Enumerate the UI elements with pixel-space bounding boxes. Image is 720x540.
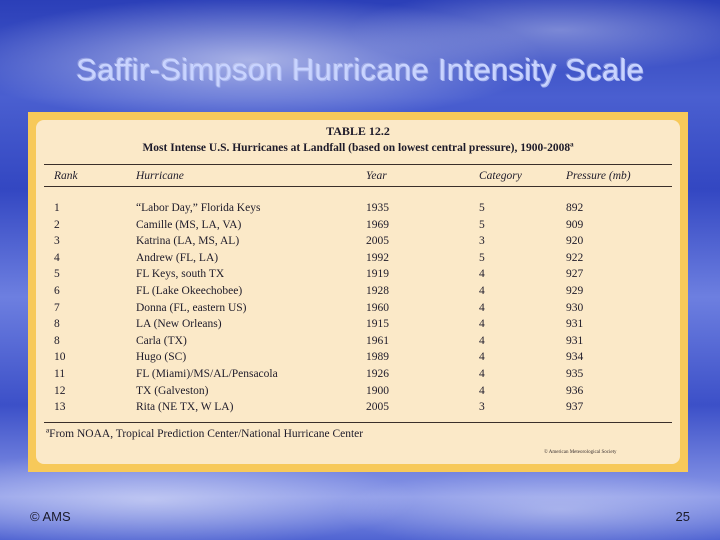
column-header-rank: Rank (54, 170, 78, 182)
cell-hurricane: Hugo (SC) (136, 351, 187, 364)
table-row (36, 385, 680, 402)
table-subtitle: Most Intense U.S. Hurricanes at Landfall (based on lowest central pressure), 1900-2008ª (142, 142, 574, 154)
cell-rank: 3 (54, 235, 60, 248)
cell-pressure: 931 (566, 318, 584, 331)
cell-category: 4 (479, 285, 485, 297)
cell-pressure: 935 (566, 368, 584, 380)
table-row (36, 285, 680, 302)
cell-hurricane: LA (New Orleans) (136, 318, 222, 331)
cell-category: 5 (479, 218, 485, 231)
cell-hurricane: Rita (NE TX, W LA) (136, 401, 234, 414)
table-row (36, 302, 680, 319)
column-header-pressure: Pressure (mb) (566, 170, 631, 182)
header-bottom-rule (44, 186, 672, 187)
cell-rank: 1 (54, 202, 60, 214)
table-row (36, 268, 680, 285)
cell-rank: 10 (54, 351, 66, 364)
cell-category: 5 (479, 202, 485, 214)
page-number: 25 (675, 509, 690, 524)
cell-category: 4 (479, 334, 485, 347)
cell-hurricane: FL Keys, south TX (136, 268, 225, 281)
table-row (36, 318, 680, 335)
cell-pressure: 909 (566, 218, 584, 231)
cell-rank: 5 (54, 268, 60, 281)
cell-category: 4 (479, 368, 485, 380)
table-row (36, 252, 680, 269)
cell-pressure: 927 (566, 268, 584, 281)
cell-rank: 11 (54, 368, 66, 380)
cell-rank: 4 (54, 251, 60, 264)
column-header-category: Category (479, 170, 522, 182)
column-header-year: Year (366, 170, 387, 182)
column-header-hurricane: Hurricane (136, 170, 184, 182)
table-title: TABLE 12.2 (326, 124, 390, 138)
cell-rank: 7 (54, 301, 60, 314)
cell-rank: 12 (54, 384, 66, 397)
cell-hurricane: Katrina (LA, MS, AL) (136, 235, 240, 248)
cell-year: 1969 (366, 218, 389, 231)
cell-year: 1989 (366, 351, 389, 364)
cell-year: 1915 (366, 318, 389, 331)
table-row (36, 401, 680, 418)
cell-hurricane: Andrew (FL, LA) (136, 251, 219, 264)
cell-hurricane: Camille (MS, LA, VA) (136, 218, 242, 231)
cell-rank: 6 (54, 285, 60, 297)
cell-pressure: 936 (566, 384, 584, 397)
cell-year: 1928 (366, 285, 389, 297)
cell-pressure: 931 (566, 334, 584, 347)
cell-hurricane: Donna (FL, eastern US) (136, 301, 247, 314)
cell-year: 1960 (366, 301, 389, 314)
cell-rank: 2 (54, 218, 60, 231)
cell-category: 4 (479, 351, 485, 364)
cell-pressure: 930 (566, 301, 584, 314)
table-bottom-rule (44, 422, 672, 423)
table-image-frame (28, 112, 688, 472)
cell-category: 3 (479, 401, 485, 414)
cell-hurricane: FL (Miami)/MS/AL/Pensacola (136, 368, 278, 380)
cell-hurricane: TX (Galveston) (136, 384, 209, 397)
cell-rank: 8 (54, 318, 60, 331)
cell-pressure: 922 (566, 251, 584, 264)
cell-category: 4 (479, 384, 485, 397)
table-footnote: ªFrom NOAA, Tropical Prediction Center/National Hurricane Center (46, 428, 364, 440)
cell-category: 5 (479, 251, 485, 264)
cell-year: 2005 (366, 235, 389, 248)
cell-hurricane: “Labor Day,” Florida Keys (136, 202, 261, 214)
cell-year: 1919 (366, 268, 389, 281)
table-row (36, 351, 680, 368)
cell-year: 1926 (366, 368, 389, 380)
cell-year: 1961 (366, 334, 389, 347)
footer-copyright: © AMS (30, 509, 71, 524)
table-row (36, 335, 680, 352)
cell-hurricane: FL (Lake Okeechobee) (136, 285, 243, 297)
cell-category: 4 (479, 318, 485, 331)
cell-pressure: 934 (566, 351, 584, 364)
cell-year: 1935 (366, 202, 389, 214)
table-row (36, 368, 680, 385)
table-row (36, 235, 680, 252)
cell-year: 1992 (366, 251, 389, 264)
cell-category: 4 (479, 268, 485, 281)
table-row (36, 202, 680, 219)
hurricane-table (36, 120, 680, 464)
cell-rank: 8 (54, 334, 60, 347)
cell-pressure: 892 (566, 202, 584, 214)
cell-category: 4 (479, 301, 485, 314)
cell-hurricane: Carla (TX) (136, 334, 187, 347)
cell-pressure: 920 (566, 235, 584, 248)
table-copyright: © American Meteorological Society (544, 450, 617, 455)
cell-year: 1900 (366, 384, 389, 397)
cell-pressure: 929 (566, 285, 584, 297)
cell-category: 3 (479, 235, 485, 248)
header-top-rule (44, 164, 672, 165)
cell-rank: 13 (54, 401, 66, 414)
slide-title: Saffir-Simpson Hurricane Intensity Scale (76, 52, 644, 87)
table-row (36, 219, 680, 236)
cell-pressure: 937 (566, 401, 584, 414)
cell-year: 2005 (366, 401, 389, 414)
